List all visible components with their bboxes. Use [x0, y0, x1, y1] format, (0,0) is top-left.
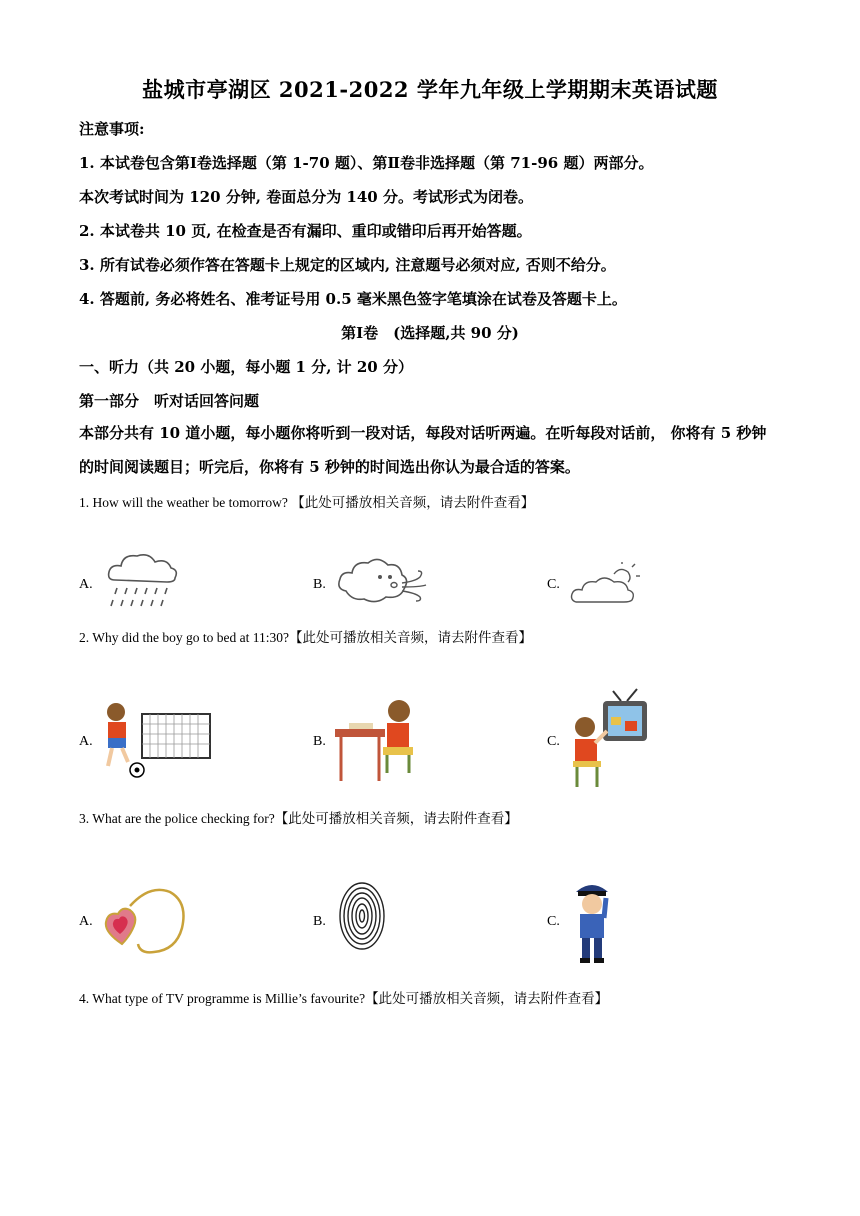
q1-option-c-label: C.: [547, 577, 560, 592]
boy-football-icon: [100, 700, 215, 780]
windy-cloud-icon: [336, 555, 432, 607]
notice-heading: 注意事项:: [79, 120, 145, 138]
sun-cloud-icon: [570, 562, 640, 606]
boy-tv-icon: [565, 687, 650, 795]
q3-option-a-label: A.: [79, 914, 93, 929]
question-4: 4. What type of TV programme is Millie’s favourite?【此处可播放相关音频，请去附件查看】: [79, 991, 609, 1006]
q2-option-a-label: A.: [79, 734, 93, 749]
notice-item-2: 2. 本试卷共 10 页, 在检查是否有漏印、重印或错印后再开始答题。: [79, 222, 532, 240]
sub-part-heading: 第一部分 听对话回答问题: [79, 392, 260, 410]
rain-cloud-icon: [105, 550, 180, 612]
q1-option-b-label: B.: [313, 577, 326, 592]
q3-option-b-label: B.: [313, 914, 326, 929]
q3-option-c-label: C.: [547, 914, 560, 929]
fingerprint-icon: [337, 880, 387, 952]
question-2: 2. Why did the boy go to bed at 11:30?【此处可播放相关音频，请去附件查看】: [79, 630, 532, 645]
q2-option-c-label: C.: [547, 734, 560, 749]
page-title: 盐城市亭湖区 2021-2022 学年九年级上学期期末英语试题: [142, 77, 718, 102]
notice-item-1: 1. 本试卷包含第Ⅰ卷选择题（第 1-70 题）、第Ⅱ卷非选择题（第 71-96 题）两部分。: [79, 154, 654, 172]
q1-option-a-label: A.: [79, 577, 93, 592]
instructions: 本部分共有 10 道小题，每小题你将听到一段对话，每段对话听两遍。在听每段对话前， 你将有 5 秒钟的时间阅读题目；听完后，你将有 5 秒钟的时间选出你认为最合适的答案。: [79, 424, 767, 476]
question-1: 1. How will the weather be tomorrow? 【此处可播放相关音频，请去附件查看】: [79, 495, 535, 510]
notice-item-4: 4. 答题前, 务必将姓名、准考证号用 0.5 毫米黑色签字笔填涂在试卷及答题卡上。: [79, 290, 627, 308]
heart-necklace-icon: [100, 882, 190, 960]
section-title: 第Ⅰ卷 (选择题,共 90 分): [341, 324, 519, 342]
part-one-heading: 一、听力（共 20 小题，每小题 1 分, 计 20 分）: [79, 358, 413, 376]
question-3: 3. What are the police checking for?【此处可播放相关音频，请去附件查看】: [79, 811, 518, 826]
policeman-icon: [568, 878, 616, 966]
notice-item-3: 3. 所有试卷必须作答在答题卡上规定的区域内, 注意题号必须对应, 否则不给分。: [79, 256, 616, 274]
boy-desk-icon: [333, 697, 418, 783]
q2-option-b-label: B.: [313, 734, 326, 749]
notice-item-1b: 本次考试时间为 120 分钟, 卷面总分为 140 分。考试形式为闭卷。: [79, 188, 533, 206]
